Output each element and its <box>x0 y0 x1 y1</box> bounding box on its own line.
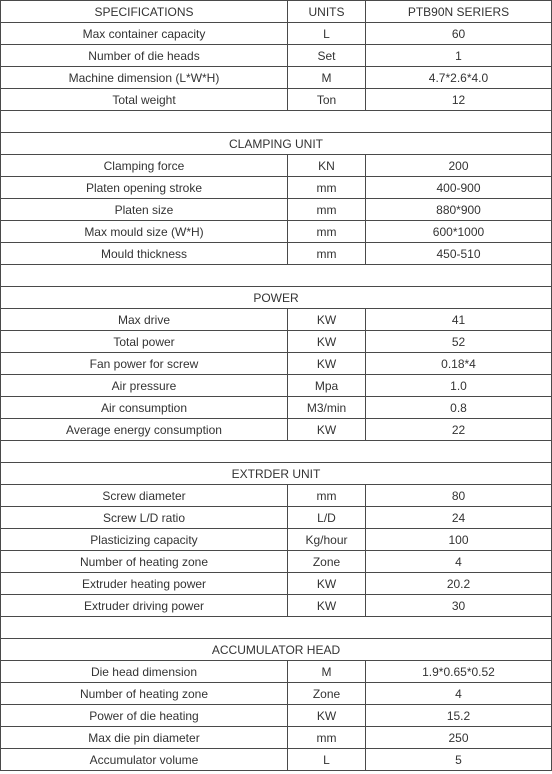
spec-cell: Plasticizing capacity <box>1 529 288 551</box>
value-cell: 4 <box>366 551 552 573</box>
table-row <box>1 155 552 177</box>
table-row <box>1 727 552 749</box>
section-title: CLAMPING UNIT <box>1 133 552 155</box>
table-row <box>1 199 552 221</box>
blank-spacer-row <box>1 111 552 133</box>
header-specifications: SPECIFICATIONS <box>1 1 288 23</box>
header-units: UNITS <box>288 1 366 23</box>
spec-cell: Number of die heads <box>1 45 288 67</box>
unit-cell: Zone <box>288 551 366 573</box>
value-cell: 880*900 <box>366 199 552 221</box>
table-row <box>1 749 552 771</box>
table-row <box>1 243 552 265</box>
value-cell: 1.0 <box>366 375 552 397</box>
unit-cell: Ton <box>288 89 366 111</box>
value-cell: 250 <box>366 727 552 749</box>
spec-cell: Extruder driving power <box>1 595 288 617</box>
spec-cell: Total power <box>1 331 288 353</box>
value-cell: 5 <box>366 749 552 771</box>
value-cell: 1.9*0.65*0.52 <box>366 661 552 683</box>
unit-cell: mm <box>288 727 366 749</box>
blank-spacer-cell <box>1 617 552 639</box>
unit-cell: KW <box>288 595 366 617</box>
value-cell: 15.2 <box>366 705 552 727</box>
table-row <box>1 45 552 67</box>
spec-cell: Extruder heating power <box>1 573 288 595</box>
section-title-row <box>1 287 552 309</box>
unit-cell: KN <box>288 155 366 177</box>
table-row <box>1 529 552 551</box>
unit-cell: KW <box>288 573 366 595</box>
table-row <box>1 705 552 727</box>
table-row <box>1 331 552 353</box>
unit-cell: KW <box>288 705 366 727</box>
value-cell: 1 <box>366 45 552 67</box>
blank-spacer-cell <box>1 441 552 463</box>
table-row <box>1 595 552 617</box>
spec-cell: Die head dimension <box>1 661 288 683</box>
spec-cell: Number of heating zone <box>1 551 288 573</box>
spec-cell: Total weight <box>1 89 288 111</box>
unit-cell: KW <box>288 419 366 441</box>
table-row <box>1 661 552 683</box>
section-title-row <box>1 639 552 661</box>
section-title-row <box>1 133 552 155</box>
spec-cell: Max drive <box>1 309 288 331</box>
header-series: PTB90N SERIERS <box>366 1 552 23</box>
value-cell: 4.7*2.6*4.0 <box>366 67 552 89</box>
section-title: EXTRDER UNIT <box>1 463 552 485</box>
spec-cell: Air pressure <box>1 375 288 397</box>
value-cell: 200 <box>366 155 552 177</box>
spec-cell: Platen opening stroke <box>1 177 288 199</box>
spec-cell: Mould thickness <box>1 243 288 265</box>
spec-cell: Max container capacity <box>1 23 288 45</box>
section-title: POWER <box>1 287 552 309</box>
spec-cell: Max mould size (W*H) <box>1 221 288 243</box>
blank-spacer-cell <box>1 265 552 287</box>
value-cell: 12 <box>366 89 552 111</box>
table-row <box>1 177 552 199</box>
value-cell: 80 <box>366 485 552 507</box>
spec-cell: Number of heating zone <box>1 683 288 705</box>
spec-cell: Machine dimension (L*W*H) <box>1 67 288 89</box>
spec-cell: Max die pin diameter <box>1 727 288 749</box>
value-cell: 41 <box>366 309 552 331</box>
value-cell: 30 <box>366 595 552 617</box>
table-row <box>1 375 552 397</box>
value-cell: 0.18*4 <box>366 353 552 375</box>
spec-cell: Platen size <box>1 199 288 221</box>
unit-cell: M3/min <box>288 397 366 419</box>
table-row <box>1 551 552 573</box>
unit-cell: L <box>288 23 366 45</box>
table-row <box>1 23 552 45</box>
table-row <box>1 683 552 705</box>
value-cell: 100 <box>366 529 552 551</box>
value-cell: 52 <box>366 331 552 353</box>
unit-cell: M <box>288 661 366 683</box>
unit-cell: Set <box>288 45 366 67</box>
table-row <box>1 397 552 419</box>
spec-cell: Average energy consumption <box>1 419 288 441</box>
unit-cell: Mpa <box>288 375 366 397</box>
value-cell: 60 <box>366 23 552 45</box>
unit-cell: mm <box>288 177 366 199</box>
unit-cell: Zone <box>288 683 366 705</box>
value-cell: 400-900 <box>366 177 552 199</box>
blank-spacer-row <box>1 441 552 463</box>
unit-cell: mm <box>288 221 366 243</box>
section-title: ACCUMULATOR HEAD <box>1 639 552 661</box>
unit-cell: KW <box>288 309 366 331</box>
table-header-row <box>1 1 552 23</box>
unit-cell: KW <box>288 353 366 375</box>
section-title-row <box>1 463 552 485</box>
spec-cell: Accumulator volume <box>1 749 288 771</box>
table-row <box>1 89 552 111</box>
value-cell: 450-510 <box>366 243 552 265</box>
spec-cell: Air consumption <box>1 397 288 419</box>
table-row <box>1 419 552 441</box>
unit-cell: mm <box>288 243 366 265</box>
spec-cell: Fan power for screw <box>1 353 288 375</box>
unit-cell: M <box>288 67 366 89</box>
unit-cell: L/D <box>288 507 366 529</box>
value-cell: 20.2 <box>366 573 552 595</box>
unit-cell: mm <box>288 199 366 221</box>
value-cell: 600*1000 <box>366 221 552 243</box>
spec-cell: Clamping force <box>1 155 288 177</box>
unit-cell: mm <box>288 485 366 507</box>
spec-cell: Screw L/D ratio <box>1 507 288 529</box>
table-row <box>1 309 552 331</box>
blank-spacer-row <box>1 617 552 639</box>
blank-spacer-cell <box>1 111 552 133</box>
specifications-table-body <box>1 1 552 771</box>
table-row <box>1 573 552 595</box>
spec-cell: Power of die heating <box>1 705 288 727</box>
value-cell: 24 <box>366 507 552 529</box>
unit-cell: Kg/hour <box>288 529 366 551</box>
unit-cell: L <box>288 749 366 771</box>
table-row <box>1 353 552 375</box>
value-cell: 0.8 <box>366 397 552 419</box>
table-row <box>1 507 552 529</box>
table-row <box>1 485 552 507</box>
table-row <box>1 67 552 89</box>
blank-spacer-row <box>1 265 552 287</box>
value-cell: 4 <box>366 683 552 705</box>
unit-cell: KW <box>288 331 366 353</box>
value-cell: 22 <box>366 419 552 441</box>
spec-cell: Screw diameter <box>1 485 288 507</box>
table-row <box>1 221 552 243</box>
